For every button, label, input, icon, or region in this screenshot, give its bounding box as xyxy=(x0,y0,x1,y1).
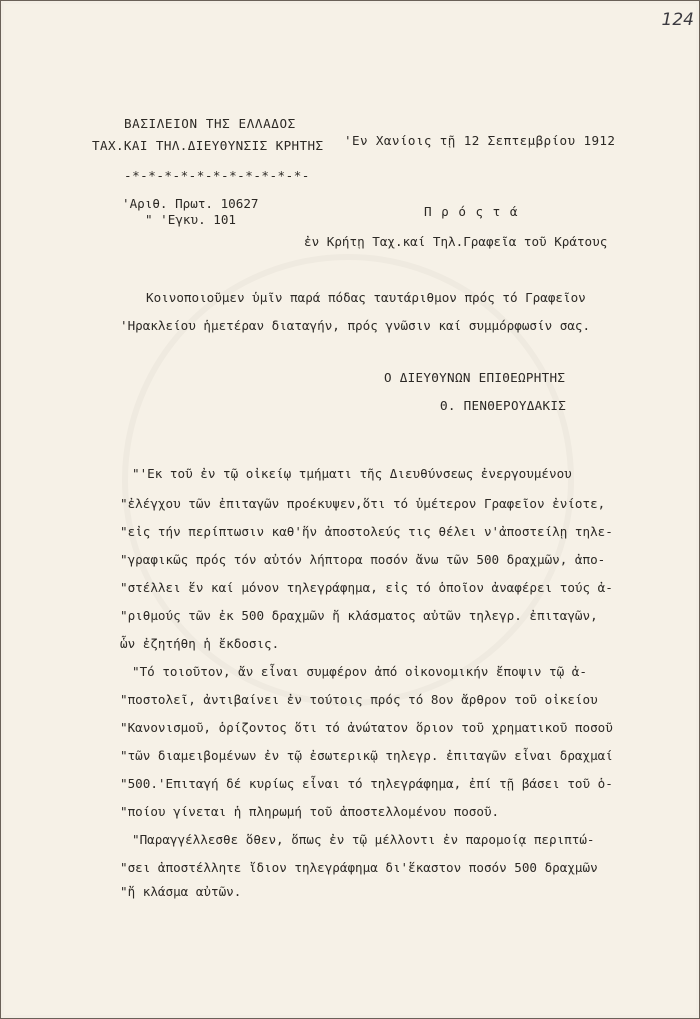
body-line: "Κανονισμοῦ, ὁρίζοντος ὅτι τό ἀνώτατον ὅριον τοῦ χρηματικοῦ ποσοῦ xyxy=(120,720,613,735)
intro-line-2: 'Ηρακλείου ἡμετέραν διαταγήν, πρός γνῶσιν καί συμμόρφωσίν σας. xyxy=(120,318,591,333)
body-line: "ποίου γίνεται ἡ πληρωμή τοῦ ἀποστελλομένου ποσοῦ. xyxy=(120,804,500,819)
protocol-number: 'Αριθ. Πρωτ. 10627 xyxy=(122,196,259,211)
body-line: "Τό τοιοῦτον, ἄν εἶναι συμφέρον ἀπό οἰκονομικήν ἔποψιν τῷ ἀ- xyxy=(132,664,587,679)
body-line: "ἤ κλάσμα αὐτῶν. xyxy=(120,884,242,899)
body-line: "ριθμούς τῶν ἐκ 500 δραχμῶν ἤ κλάσματος αὐτῶν τηλεγρ. ἐπιταγῶν, xyxy=(120,608,598,623)
body-line: "'Εκ τοῦ ἐν τῷ οἰκείῳ τμήματι τῆς Διευθύνσεως ἐνεργουμένου xyxy=(132,466,572,481)
directorate-header: ΤΑΧ.ΚΑΙ ΤΗΛ.ΔΙΕΥΘΥΝΣΙΣ ΚΡΗΤΗΣ xyxy=(92,138,324,153)
body-line: "ποστολεῖ, ἀντιβαίνει ἐν τούτοις πρός τό 8ον ἄρθρον τοῦ οἰκείου xyxy=(120,692,598,707)
letter-date: 'Εν Χανίοις τῇ 12 Σεπτεμβρίου 1912 xyxy=(344,133,616,148)
signature-title: Ο ΔΙΕΥΘΥΝΩΝ ΕΠΙΘΕΩΡΗΤΗΣ xyxy=(384,370,566,385)
addressee-label: Π ρ ό ς τ ά xyxy=(424,204,519,219)
body-line: "εἰς τήν περίπτωσιν καθ'ἥν ἀποστολεύς τις θέλει ν'ἀποστείλῃ τηλε- xyxy=(120,524,613,539)
kingdom-header: ΒΑΣΙΛΕΙΟΝ ΤΗΣ ΕΛΛΑΔΟΣ xyxy=(124,116,296,131)
body-line: "500.'Επιταγή δέ κυρίως εἶναι τό τηλεγράφημα, ἐπί τῇ βάσει τοῦ ὁ- xyxy=(120,776,613,791)
addressee-text: ἐν Κρήτῃ Ταχ.καί Τηλ.Γραφεῖα τοῦ Κράτους xyxy=(304,234,608,249)
body-line: "ἐλέγχου τῶν ἐπιταγῶν προέκυψεν,ὅτι τό ὑμέτερον Γραφεῖον ἐνίοτε, xyxy=(120,496,606,511)
body-line: "Παραγγέλλεσθε ὅθεν, ὅπως ἐν τῷ μέλλοντι ἐν παρομοίᾳ περιπτώ- xyxy=(132,832,595,847)
enclosure-number: " 'Εγκυ. 101 xyxy=(145,212,236,227)
body-line: ὧν ἐζητήθη ἡ ἔκδοσις. xyxy=(120,636,280,651)
body-line: "σει ἀποστέλλητε ἴδιον τηλεγράφημα δι'ἕκαστον ποσόν 500 δραχμῶν xyxy=(120,860,598,875)
page-number: 124 xyxy=(661,10,694,30)
body-line: "στέλλει ἕν καί μόνον τηλεγράφημα, εἰς τό ὁποῖον ἀναφέρει τούς ἀ- xyxy=(120,580,613,595)
body-line: "γραφικῶς πρός τόν αὐτόν λήπτορα ποσόν ἄνω τῶν 500 δραχμῶν, ἀπο- xyxy=(120,552,606,567)
signature-name: Θ. ΠΕΝΘΕΡΟΥΔΑΚΙΣ xyxy=(440,398,567,413)
header-rule: -*-*-*-*-*-*-*-*-*-*-*- xyxy=(124,168,310,183)
intro-line-1: Κοινοποιοῦμεν ὑμῖν παρά πόδας ταυτάριθμον πρός τό Γραφεῖον xyxy=(146,290,586,305)
body-line: "τῶν διαμειβομένων ἐν τῷ ἐσωτερικῷ τηλεγρ. ἐπιταγῶν εἶναι δραχμαί xyxy=(120,748,613,763)
